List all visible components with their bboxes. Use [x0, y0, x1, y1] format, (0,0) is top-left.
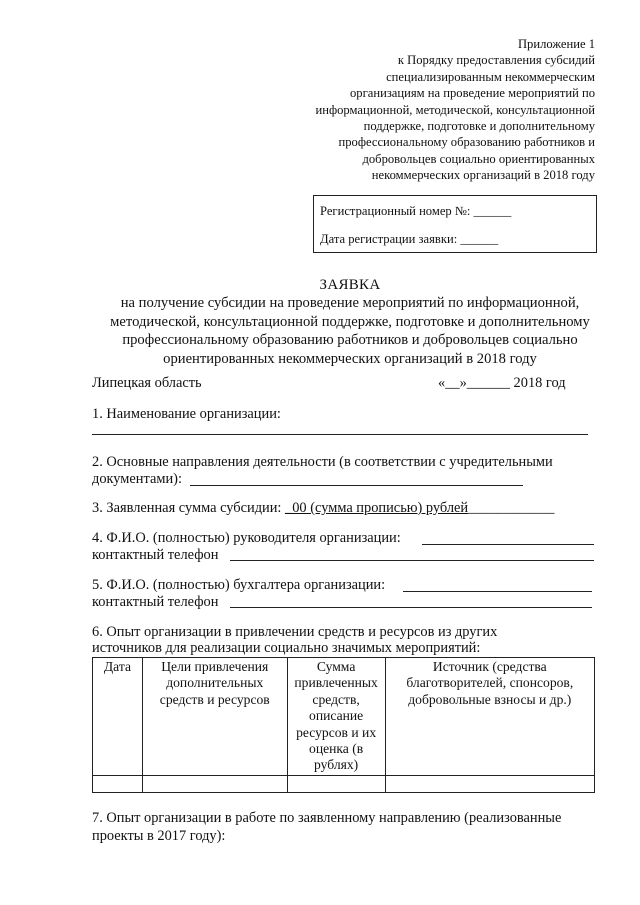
column-header-date: Дата	[93, 658, 143, 776]
experience-table	[92, 657, 595, 793]
appendix-header	[265, 36, 595, 184]
head-fio-input-line[interactable]	[422, 544, 594, 545]
column-header-source: Источник (средства благотворителей, спонсоров, добровольные взносы и др.)	[385, 658, 594, 776]
column-header-amount: Сумма привлеченных средств, описание ресурсов и их оценка (в рублях)	[287, 658, 385, 776]
registration-date-field[interactable]: Дата регистрации заявки: ______	[320, 232, 499, 246]
column-header-goals: Цели привлечения дополнительных средств и ресурсов	[142, 658, 287, 776]
title-line: ориентированных некоммерческих организаций в 2018 году	[163, 350, 537, 367]
head-phone-label: контактный телефон	[92, 547, 219, 563]
amount-trailing-line: ____________	[468, 500, 555, 516]
experience-label-1: 6. Опыт организации в привлечении средств и ресурсов из других	[92, 624, 498, 640]
head-phone-input-line[interactable]	[230, 560, 594, 561]
appendix-line: профессиональному образованию работников и	[338, 135, 595, 150]
document-title	[60, 276, 640, 368]
projects-label-2: проекты в 2017 году):	[92, 828, 226, 844]
registration-box	[313, 195, 597, 253]
appendix-line: добровольцев социально ориентированных	[362, 151, 595, 166]
accountant-phone-label: контактный телефон	[92, 594, 219, 610]
amount-label: 3. Заявленная сумма субсидии:	[92, 500, 286, 516]
appendix-line: некоммерческих организаций в 2018 году	[371, 168, 595, 183]
table-header-row	[93, 658, 595, 776]
appendix-line: к Порядку предоставления субсидий	[397, 53, 595, 68]
table-cell[interactable]	[93, 775, 143, 792]
appendix-line: информационной, методической, консультационной	[315, 102, 595, 117]
accountant-fio-input-line[interactable]	[403, 591, 592, 592]
org-name-input-line[interactable]	[92, 434, 588, 435]
accountant-fio-label: 5. Ф.И.О. (полностью) бухгалтера организации:	[92, 577, 386, 593]
title-line: на получение субсидии на проведение мероприятий по информационной,	[120, 295, 580, 312]
registration-number-field[interactable]: Регистрационный номер №: ______	[320, 204, 512, 218]
title-line: профессиональному образованию работников и добровольцев социально	[122, 332, 578, 349]
projects-label-1: 7. Опыт организации в работе по заявленному направлению (реализованные	[92, 810, 562, 826]
appendix-line: Приложение 1	[517, 37, 595, 51]
org-name-label: 1. Наименование организации:	[92, 406, 281, 422]
title-heading: ЗАЯВКА	[319, 277, 381, 293]
appendix-line: организациям на проведение мероприятий по	[350, 86, 595, 101]
directions-label-1: 2. Основные направления деятельности (в соответствии с учредительными	[92, 454, 553, 470]
appendix-line: специализированным некоммерческим	[386, 69, 595, 84]
table-cell[interactable]	[385, 775, 594, 792]
head-fio-label: 4. Ф.И.О. (полностью) руководителя организации:	[92, 530, 401, 546]
directions-label-2: документами):	[92, 471, 182, 487]
experience-label-2: источников для реализации социально значимых мероприятий:	[92, 640, 481, 656]
amount-row	[92, 500, 554, 517]
accountant-phone-input-line[interactable]	[230, 607, 592, 608]
table-cell[interactable]	[142, 775, 287, 792]
amount-value-field[interactable]: _00 (сумма прописью) рублей	[285, 500, 469, 516]
date-field[interactable]: «__»______ 2018 год	[438, 375, 566, 391]
title-line: методической, консультационной поддержке, подготовке и дополнительному	[110, 313, 590, 330]
region-label: Липецкая область	[92, 375, 202, 391]
directions-input-line[interactable]	[190, 485, 523, 486]
table-cell[interactable]	[287, 775, 385, 792]
table-row	[93, 775, 595, 792]
appendix-line: поддержке, подготовке и дополнительному	[363, 119, 595, 134]
